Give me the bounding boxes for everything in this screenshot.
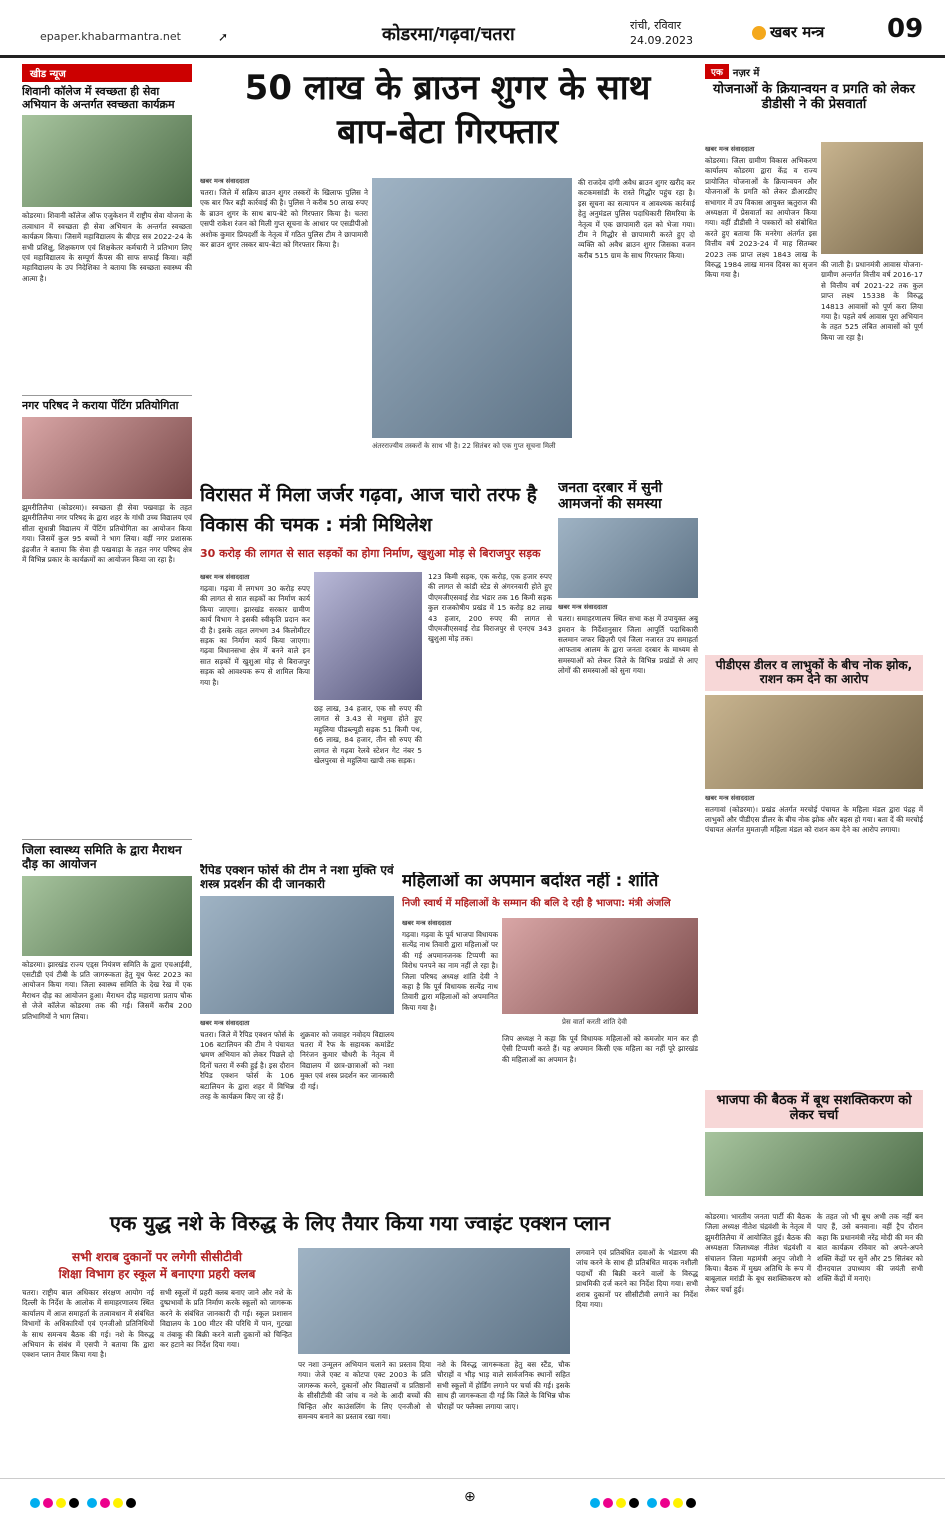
- virasat-photo: [314, 572, 422, 700]
- bjp-story-body: [705, 1212, 923, 1474]
- left-column: [22, 64, 192, 1206]
- brand-logo: [752, 22, 824, 42]
- main-byline: खबर मन्त्र संवाददाता: [200, 177, 250, 185]
- right-body-col2: की जाती है। प्रधानमंत्री आवास योजना-ग्रामीण अन्तर्गत वित्तीय वर्ष 2016-17 से वित्तीय वर्ष 2021-22 तक कुल प्राप्त लक्ष्य 15338 के विरुद्ध 14813 आवासों को पूर्ण करा लिया गया है। पहले वर्ष आवास पूरा अभियान के तहत 525 लंबित आवासों को पूर्ण किया जा रहा है।: [821, 260, 923, 342]
- city-day: रांची, रविवार: [630, 19, 682, 32]
- right-tag-row: [705, 64, 923, 79]
- bjp-title: भाजपा की बैठक में बूथ सशक्तिकरण को लेकर चर्चा: [716, 1093, 912, 1123]
- left-story1-body: कोडरमा। शिवानी कॉलेज ऑफ एजुकेशन में राष्ट्रीय सेवा योजना के तत्वाधान में स्वच्छता ही सेवा अभियान के अन्तर्गत स्वच्छता कार्यक्रम किया। जिसमें महाविद्यालय के बीएड सत्र 2022-24 के सभी प्रशिक्षु, शिक्षकगण एवं शिक्षकेतर कर्मचारी ने प्रतिभाग लिए एवं महाविद्यालय के सम्पूर्ण कैंपस की साफ सफाई किया। वहीं महाविद्यालय के उप निदेशिका ने बताया कि स्वच्छता स्वास्थ्य की आत्मा है।: [22, 211, 192, 283]
- logo-icon: [752, 26, 766, 40]
- pds-title-box: [705, 655, 923, 691]
- mahila-photo: [502, 918, 698, 1014]
- right-byline: खबर मन्त्र संवाददाता: [705, 145, 755, 153]
- bottom-body-col4: नशे के विरुद्ध जागरूकता हेतु बस स्टैंड, चौक चौराहों व भीड़ भाड़ वाले सार्वजनिक स्थानों सहित सभी स्कूलों में होर्डिंग लगाने पर चर्चा की गई। इसके साथ ही जागरूकता दी गई कि जिले के विभिन्न चौक चौराहों पर फ्लैक्स लगाया जाए।: [437, 1360, 570, 1411]
- left-story1-title: शिवानी कॉलेज में स्वच्छता ही सेवा अभियान के अन्तर्गत स्वच्छता कार्यक्रम: [22, 85, 175, 111]
- virasat-subhead: 30 करोड़ की लागत से सात सड़कों का होगा निर्माण, खुशुआ मोड़ से बिराजपुर सड़क: [200, 547, 541, 560]
- pds-title: पीडीएस डीलर व लाभुकों के बीच नोक झोक, राशन कम देने का आरोप: [715, 658, 913, 686]
- right-column: [705, 64, 923, 649]
- left-section-tag: खीड न्यूज: [22, 64, 192, 82]
- virasat-body-col1: गढ़वा। गढ़वा में लगभग 30 करोड़ रुपए की लागत से सात सड़कों का निर्माण कार्य किया जाएगा। झारखंड सरकार ग्रामीण कार्य विभाग ने इसकी स्वीकृति प्रदान कर दी है। इसके तहत लगभग 34 किलोमीटर सड़क का निर्माण कार्य किया जाएगा। गढ़वा विधानसभा क्षेत्र में बनने वाले इन सात सड़कों में खुशुआ मोड़ से बिराजपुर सड़क को आवश्यक रूप से शामिल किया गया है।: [200, 584, 310, 687]
- pds-body: सतगावां (कोडरमा)। प्रखंड अंतर्गत मरचोई पंचायत के महिला मंडल द्वारा पंद्रह में लाभुकों और पीडीएस डीलर के बीच नोक झोक और बहस हो गया। बता दें की मरचोई पंचायत अंतर्गत मुमताज़ी महिला मंडल को राशन कम देने का आरोप लगाया।: [705, 804, 923, 835]
- page-number: 09: [887, 14, 924, 44]
- color-registration-right: [590, 1493, 699, 1512]
- janta-headline: जनता दरबार में सुनी आमजनों की समस्या: [558, 480, 663, 513]
- date-block: [630, 18, 693, 48]
- pds-byline: खबर मन्त्र संवाददाता: [705, 793, 755, 802]
- bottom-body-col2: सभी स्कूलों में प्रहरी क्लब बनाए जाने और नशे के दुष्प्रभावों के प्रति निर्माण करके स्कूलों को जागरूक करने के संबंधित जानकारी दी गई। स्कूल प्रशासन विद्यालय के 100 मीटर की परिधि में पान, गुटखा व तंबाकू की बिक्री करने वाली दुकानों को चिन्हित कर हटाने का निर्देश दिया गया।: [160, 1288, 292, 1350]
- rapid-body-col2: शुक्रवार को जवाहर नवोदय विद्यालय चतरा में रैफ के सहायक कमांडेंट निरंजन कुमार चौधरी के नेतृत्व में विद्यालय में छात्र-छात्राओं को नशा मुक्त एवं शस्त्र प्रदर्शन कर जानकारी दी गई।: [300, 1029, 394, 1091]
- left-story3-photo: [22, 876, 192, 956]
- main-story: [200, 66, 695, 476]
- main-body-col1: चतरा। जिले में सक्रिय ब्राउन शुगर तस्करों के खिलाफ पुलिस ने एक बार फिर बड़ी कार्रवाई की है। पुलिस ने करीब 50 लाख रुपए के ब्राउन शुगर के साथ बाप-बेटे को गिरफ्तार किया है। चतरा एसपी राकेश रंजन को मिली गुप्त सूचना के आधार पर एसडीपीओ अशोक कुमार प्रियदर्शी के नेतृत्व में गठित पुलिस टीम ने छापामारी कर ब्राउन शुगर तस्कर बाप-बेटा को गिरफ्तार किया है।: [200, 188, 368, 250]
- rapid-byline: खबर मन्त्र संवाददाता: [200, 1018, 250, 1027]
- main-photo-caption-left: अंतरराज्यीय तस्करों के साथ भी है।: [372, 442, 461, 450]
- main-photo: [372, 178, 572, 438]
- mahila-byline: खबर मन्त्र संवाददाता: [402, 919, 452, 927]
- mahila-body-col2: जिप अध्यक्ष ने कहा कि पूर्व विधायक महिलाओं को कमजोर मान कर ही ऐसी टिप्पणी करते हैं। यह अपमान किसी एक महिला का नहीं पूरे झारखंड की महिलाओं का अपमान है।: [502, 1034, 698, 1064]
- bjp-body-col2: के तहत जो भी बूथ अभी तक नहीं बन पाए हैं, उसे बनवाना। वहीं ट्रैप दौरान कहा कि प्रधानमंत्री नरेंद्र मोदी की मन की बात कार्यक्रम रविवार को अपने-अपने शक्ति केंद्रों पर सुनें और 25 सितंबर को दीनदयाल उपाध्याय की जयंती सभी शक्ति केंद्रों में मनाएं।: [817, 1212, 923, 1284]
- left-story2-body: झुमरीतिलैया (कोडरमा)। स्वच्छता ही सेवा पखवाड़ा के तहत झुमरीतिलैया नगर परिषद के द्वारा शहर के गांधी उच्च विद्यालय एवं सीता सुधान्नी विद्यालय में पेंटिंग प्रतियोगिता का आयोजन किया गया। जिसमें कुल 95 बच्चों ने भाग लिया। वहीं नगर प्रशासक इंद्रजीत ने बताया कि सेवा ही पखवाड़ा के तहत नगर परिषद क्षेत्र में विभिन्न प्रकार के कार्यक्रमों का आयोजन किया जा रहा है।: [22, 502, 192, 564]
- bottom-story: [22, 1212, 698, 1474]
- bottom-sub2: शिक्षा विभाग हर स्कूल में बनाएगा प्रहरी क्लब: [58, 1267, 256, 1281]
- bjp-photo: [705, 1132, 923, 1196]
- issue-date: 24.09.2023: [630, 34, 693, 47]
- right-tag2: नज़र में: [732, 67, 760, 79]
- right-body-col1: कोडरमा। जिला ग्रामीण विकास अभिकरण कार्यालय कोडरमा द्वारा केंद्र व राज्य प्रायोजित योजनाओं के क्रियान्वयन और योजनाओं के प्रगति को लेकर डीआरडीए सभागार में उप विकास आयुक्त ऋतुराज की अध्यक्षता में प्रेसवार्ता का आयोजन किया गया। वहीं डीडीसी ने पत्रकारों को संबोधित करते हुए बताया कि मनरेगा अंतर्गत इस वित्तीय वर्ष 2023-24 में माह सितम्बर 2023 तक प्राप्त लक्ष्य 1843 लाख के विरुद्ध 1984 लाख मानव दिवस का सृजन किया गया है।: [705, 156, 817, 280]
- registration-strip: [0, 1478, 945, 1517]
- rapid-headline: रैपिड एक्शन फोर्स की टीम ने नशा मुक्ति एवं शस्त्र प्रदर्शन की दी जानकारी: [200, 864, 394, 891]
- brand-name: खबर मन्त्र: [770, 23, 825, 41]
- virasat-body-col3: 123 किमी सड़क, एक करोड़, एक हजार रुपए की लागत से कांडी स्टेड से अंगरनवारी होते हुए पीएमजीएसवाई रोड भंडार तक 16 किमी सड़क कुल राजकोषीय प्रखंड में 15 करोड़ 82 लाख 43 हजार, 200 रुपए की लागत से पीएमजीएसवाई रोड विराजपुर से एनएच 343 खुशुआ मोड़ तक।: [428, 572, 552, 644]
- bottom-headline: एक युद्ध नशे के विरुद्ध के लिए तैयार किया गया ज्वाइंट एक्शन प्लान: [109, 1212, 611, 1235]
- bottom-body-col5: लगवाने एवं प्रतिबंधित दवाओं के भंडारण की जांच करने के साथ ही प्रतिबंधित मादक नशीली पदार्थों की बिक्री करने वालों के विरुद्ध प्राथमिकी दर्ज करने का निर्देश दिया गया। सभी शराब दुकानों पर सीसीटीवी लगाने का निर्देश दिया गया।: [576, 1248, 698, 1310]
- bjp-story-top: [705, 1090, 923, 1205]
- crosshair-icon: ⊕: [464, 1489, 476, 1505]
- left-story2-photo: [22, 417, 192, 499]
- main-headline: 50 लाख के ब्राउन शुगर के साथ बाप-बेटा गिरफ्तार: [244, 68, 651, 152]
- color-registration-left: [30, 1493, 139, 1512]
- mahila-photo-caption: प्रेस वार्ता करती शांति देवी: [562, 1018, 627, 1026]
- bottom-sub1: सभी शराब दुकानों पर लगेगी सीसीटीवी: [72, 1250, 242, 1264]
- bottom-photo: [298, 1248, 570, 1354]
- janta-photo: [558, 518, 698, 598]
- rapid-body-col1: चतरा। जिले में रैपिड एक्शन फोर्स के 106 बटालियन की टीम ने पंचायत भ्रमण अभियान को लेकर पिछले दो दिनों चतरा में रुकी हुई है। इस दौरान रैपिड एक्शन फोर्स के 106 बटालियन के द्वारा शहर में विभिन्न तरह के कार्यक्रम किए जा रहे हैं।: [200, 1029, 294, 1102]
- left-story3-title: जिला स्वास्थ्य समिति के द्वारा मैराथन दौड़ का आयोजन: [22, 839, 192, 872]
- bottom-body-col3: पर नशा उन्मूलन अभियान चलाने का प्रस्ताव दिया गया। जेजे एक्ट व कोटपा एक्ट 2003 के प्रति जागरूक करने, दुकानों और विद्यालयों व प्रतिष्ठानों के सीसीटीवी की जांच व नशे के आदी बच्चों की चिन्हित और काउंसलिंग के लिए एनजीओ से समन्वय बनाने का प्रस्ताव रखा गया।: [298, 1360, 431, 1422]
- left-story2-title: नगर परिषद ने कराया पेंटिंग प्रतियोगिता: [22, 395, 192, 413]
- mahila-headline: महिलाओं का अपमान बर्दाश्त नहीं : शांति: [402, 872, 659, 891]
- virasat-byline: खबर मन्त्र संवाददाता: [200, 573, 250, 581]
- main-photo-caption-right: 22 सितंबर को एक गुप्त सूचना मिली: [462, 442, 556, 450]
- left-story3-body: कोडरमा। झारखंड राज्य एड्स नियंत्रण समिति के द्वारा एचआईवी, एसटीडी एवं टीबी के प्रति जागरूकता हेतु यूथ फेस्ट 2023 का आयोजन किया गया। जिला स्वास्थ्य समिति के देख रेख में एक मैराथन दौड़ का आयोजन हुआ। मैराथन दौड़ महाराणा प्रताप चौक से जेजे कॉलेज कोडरमा तक की गई। जिसमें करीब 200 प्रतिभागियों ने भाग लिया।: [22, 959, 192, 1021]
- janta-body: चतरा। समाहरणालय स्थित सभा कक्ष में उपायुक्त अबु इमरान के निर्देशानुसार जिला आपूर्ति पदाधिकारी सलमान जफर खिज़री एवं जिला नजारत उप समाहर्ता आफताब आलम के द्वारा जनता दरबार के माध्यम से समस्याओं को लेकर जिले के विभिन्न प्रखंडों से आए लोगों की समस्याओं को सुना गया।: [558, 614, 698, 676]
- top-header-bar: [0, 0, 945, 58]
- pds-photo: [705, 695, 923, 789]
- janta-darbar-story: [558, 480, 698, 860]
- rapid-photo: [200, 896, 394, 1014]
- edition-title: कोडरमा/गढ़वा/चतरा: [382, 24, 515, 45]
- right-photo: [821, 142, 923, 254]
- rapid-story: [200, 864, 394, 1204]
- left-story1-photo: [22, 115, 192, 207]
- mahila-body-col1: गढ़वा। गढ़वा के पूर्व भाजपा विधायक सत्येंद्र नाथ तिवारी द्वारा महिलाओं पर की गई अपमानजनक टिप्पणी का विरोध पनपने का नाम नहीं ले रहा है। जिला परिषद अध्यक्ष शांति देवी ने कहा है कि पूर्व विधायक सत्येंद्र नाथ तिवारी द्वारा महिलाओं को अपमानित किया गया है।: [402, 930, 498, 1012]
- main-body-col2: की राजदेव दांगी अवैध ब्राउन शुगर खरीद कर कटकमसांडी के रास्ते गिद्धौर पहुंच रहा है। इस सूचना का सत्यापन व आवश्यक कार्रवाई हेतु अनुमंडल पुलिस पदाधिकारी सिमरिया के नेतृत्व में एक छापामारी दल को भेजा गया। टीम ने गिद्धौर से छापामारी करते हुए दो व्यक्ति को अवैध ब्राउन शुगर जिसका वजन करीब 515 ग्राम के साथ गिरफ्तार किया।: [578, 178, 695, 260]
- bottom-body-col1: चतरा। राष्ट्रीय बाल अधिकार संरक्षण आयोग नई दिल्ली के निर्देश के आलोक में समाहरणालय स्थित कार्यालय में आज समाहर्ता के तत्वावधान में संबंधित विभागों के अधिकारियों एवं एनजीओ प्रतिनिधियों के साथ समन्वय बैठक की गई। नशे के विरुद्ध अभियान के संबंध में एसपी ने बताया कि द्वारा एक्शन प्लान तैयार किया गया है।: [22, 1288, 154, 1360]
- site-url[interactable]: epaper.khabarmantra.net: [40, 30, 181, 43]
- virasat-body-col2: छह लाख, 34 हजार, एक सौ रुपए की लागत से 3.43 से मधुमा होते हुए महुलिया पीडब्ल्यूडी सड़क 51 किमी पथ, 66 लाख, 84 हजार, तीन सौ रुपए की लागत से गढ़वा रेलवे स्टेशन गेट नंबर 5 खेलपुरवा से महुलिया खापी तक सड़क।: [314, 704, 422, 766]
- pds-story: [705, 655, 923, 1085]
- bjp-body-col1: कोडरमा। भारतीय जनता पार्टी की बैठक जिला अध्यक्ष नीतेश चंद्रवंशी के नेतृत्व में झुमरीतिलैया में आयोजित हुई। बैठक की अध्यक्षता जिलाध्यक्ष नीतेश चंद्रवंशी व संचालन जिला महामंत्री अनूप जोशी ने किया। बैठक में मुख्य अतिथि के रूप में बाबूलाल मरांडी के बूथ सशक्तिकरण को लेकर चर्चा हुई।: [705, 1212, 811, 1294]
- janta-byline: खबर मन्त्र संवाददाता: [558, 603, 608, 612]
- cursor-icon: ➚: [218, 30, 229, 44]
- virasat-headline: विरासत में मिला जर्जर गढ़वा, आज चारो तरफ है विकास की चमक : मंत्री मिथिलेश: [200, 484, 537, 536]
- mahila-story: [402, 872, 698, 1206]
- right-tag: एक: [705, 64, 729, 79]
- virasat-story: [200, 480, 552, 860]
- right-title: योजनाओं के क्रियान्वयन व प्रगति को लेकर डीडीसी ने की प्रेसवार्ता: [713, 82, 915, 112]
- mahila-subhead: निजी स्वार्थ में महिलाओं के सम्मान की बलि दे रही है भाजपा: मंत्री अंजलि: [402, 897, 671, 909]
